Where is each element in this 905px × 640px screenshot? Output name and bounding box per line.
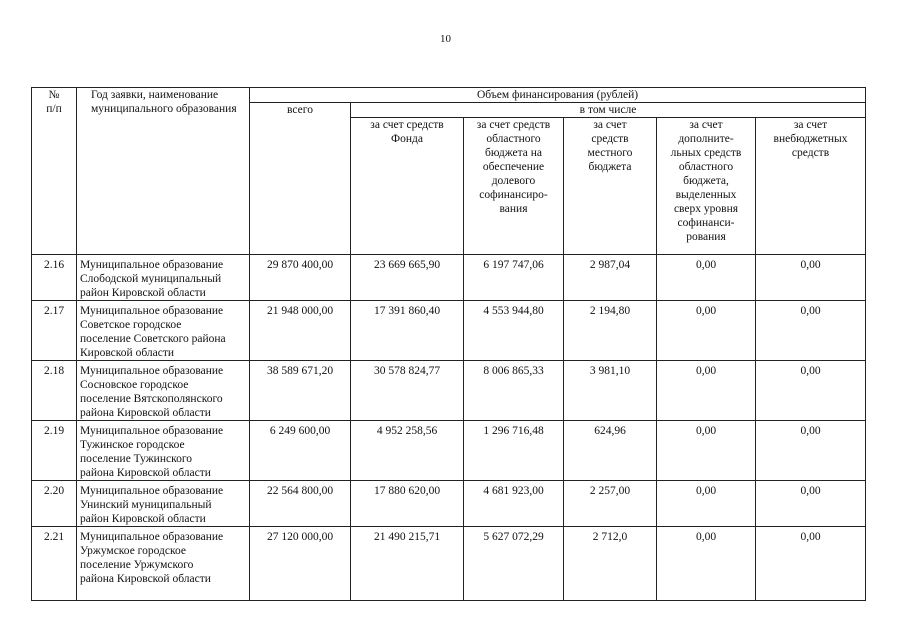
row-additional: 0,00 (657, 361, 756, 421)
row-extrabudget: 0,00 (756, 527, 866, 601)
row-regional: 4 553 944,80 (464, 301, 564, 361)
table-row (32, 481, 866, 527)
row-total: 22 564 800,00 (250, 481, 351, 527)
row-extrabudget: 0,00 (756, 481, 866, 527)
header-extrabudget: за счет внебюджетных средств (756, 118, 866, 255)
row-municipality: Муниципальное образование Сосновское городское поселение Вятскополянского района Кировской области (77, 361, 250, 421)
table-row (32, 527, 866, 601)
row-municipality: Муниципальное образование Тужинское городское поселение Тужинского района Кировской области (77, 421, 250, 481)
row-number: 2.16 (32, 255, 77, 301)
row-additional: 0,00 (657, 255, 756, 301)
row-municipality: Муниципальное образование Советское городское поселение Советского района Кировской области (77, 301, 250, 361)
row-regional: 4 681 923,00 (464, 481, 564, 527)
row-number: 2.20 (32, 481, 77, 527)
row-extrabudget: 0,00 (756, 421, 866, 481)
row-additional: 0,00 (657, 481, 756, 527)
header-additional: за счет дополните- льных средств областного бюджета, выделенных сверх уровня софинанси- рования (657, 118, 756, 255)
row-local: 624,96 (564, 421, 657, 481)
row-extrabudget: 0,00 (756, 255, 866, 301)
header-total: всего (250, 103, 351, 255)
page-number: 10 (440, 33, 451, 45)
row-local: 3 981,10 (564, 361, 657, 421)
row-additional: 0,00 (657, 421, 756, 481)
header-number: № п/п (32, 88, 77, 255)
row-municipality: Муниципальное образование Уржумское городское поселение Уржумского района Кировской области (77, 527, 250, 601)
table-row (32, 421, 866, 481)
row-municipality: Муниципальное образование Слободской муниципальный район Кировской области (77, 255, 250, 301)
row-regional: 8 006 865,33 (464, 361, 564, 421)
row-number: 2.18 (32, 361, 77, 421)
table-row (32, 361, 866, 421)
header-fund: за счет средств Фонда (351, 118, 464, 255)
row-fund: 21 490 215,71 (351, 527, 464, 601)
row-fund: 30 578 824,77 (351, 361, 464, 421)
row-number: 2.19 (32, 421, 77, 481)
row-fund: 4 952 258,56 (351, 421, 464, 481)
row-local: 2 194,80 (564, 301, 657, 361)
table-row (32, 255, 866, 301)
row-extrabudget: 0,00 (756, 301, 866, 361)
row-local: 2 257,00 (564, 481, 657, 527)
row-fund: 17 391 860,40 (351, 301, 464, 361)
row-local: 2 987,04 (564, 255, 657, 301)
row-regional: 6 197 747,06 (464, 255, 564, 301)
header-funding: Объем финансирования (рублей) (250, 88, 866, 103)
row-additional: 0,00 (657, 527, 756, 601)
header-name: Год заявки, наименование муниципального образования (77, 88, 250, 255)
row-additional: 0,00 (657, 301, 756, 361)
header-regional: за счет средств областного бюджета на обеспечение долевого софинансиро- вания (464, 118, 564, 255)
header-including: в том числе (351, 103, 866, 118)
row-total: 21 948 000,00 (250, 301, 351, 361)
row-municipality: Муниципальное образование Унинский муниципальный район Кировской области (77, 481, 250, 527)
row-number: 2.17 (32, 301, 77, 361)
row-number: 2.21 (32, 527, 77, 601)
row-total: 29 870 400,00 (250, 255, 351, 301)
table-row (32, 301, 866, 361)
row-extrabudget: 0,00 (756, 361, 866, 421)
row-regional: 5 627 072,29 (464, 527, 564, 601)
row-total: 6 249 600,00 (250, 421, 351, 481)
row-regional: 1 296 716,48 (464, 421, 564, 481)
row-fund: 23 669 665,90 (351, 255, 464, 301)
row-total: 38 589 671,20 (250, 361, 351, 421)
header-local: за счет средств местного бюджета (564, 118, 657, 255)
row-total: 27 120 000,00 (250, 527, 351, 601)
row-fund: 17 880 620,00 (351, 481, 464, 527)
row-local: 2 712,0 (564, 527, 657, 601)
financing-table (31, 87, 866, 601)
